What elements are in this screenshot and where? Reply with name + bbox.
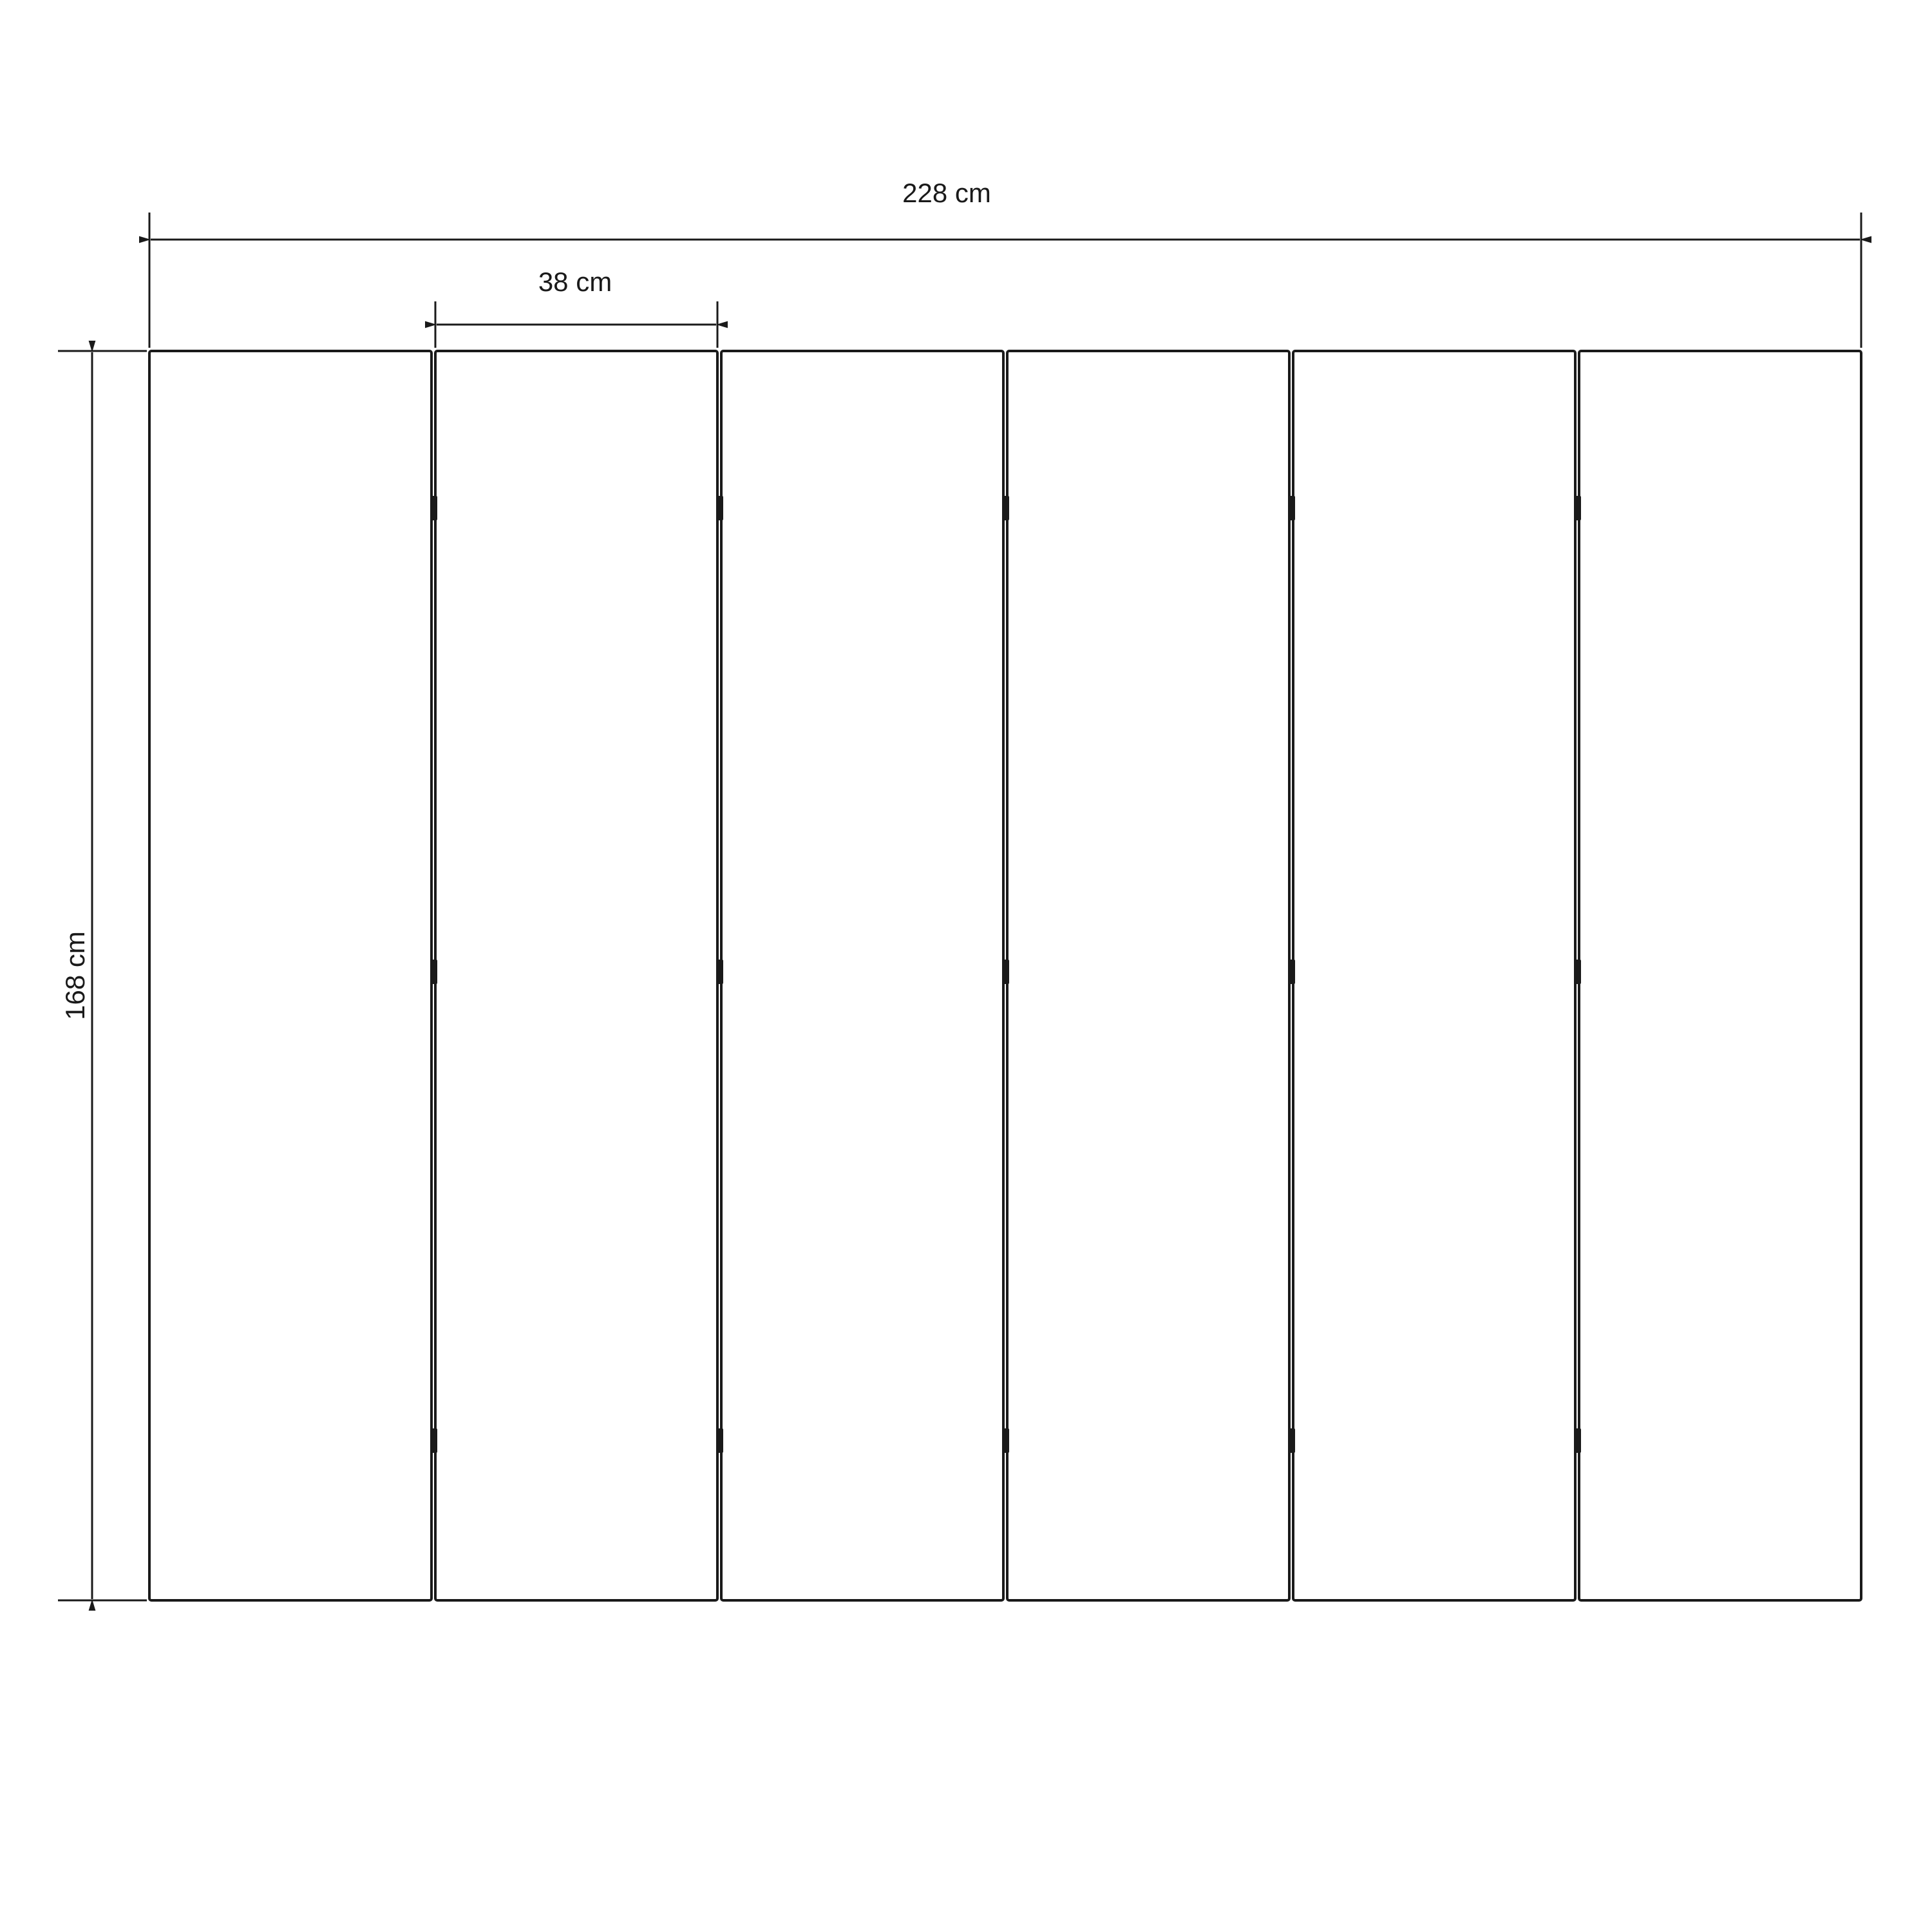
hinge-icon — [1574, 960, 1581, 984]
dimension-panel-width — [435, 301, 717, 348]
panel-width-label: 38 cm — [538, 267, 612, 297]
total-width-label: 228 cm — [902, 178, 991, 208]
hinge-icon — [430, 1428, 437, 1453]
panel-5 — [1293, 351, 1575, 1600]
dimension-total-width — [149, 213, 1861, 348]
hinge-icon — [430, 496, 437, 520]
hinge-icon — [1002, 960, 1009, 984]
panel-1 — [149, 351, 431, 1600]
panel-4 — [1007, 351, 1289, 1600]
hinge-icon — [1288, 1428, 1295, 1453]
panel-6 — [1579, 351, 1861, 1600]
height-label: 168 cm — [60, 931, 90, 1020]
hinge-icon — [1574, 496, 1581, 520]
hinge-icon — [1288, 960, 1295, 984]
hinge-icon — [1002, 1428, 1009, 1453]
panel-2 — [435, 351, 717, 1600]
hinge-icon — [716, 496, 723, 520]
panel-3 — [721, 351, 1003, 1600]
hinge-icon — [716, 960, 723, 984]
hinge-icon — [716, 1428, 723, 1453]
hinge-icon — [430, 960, 437, 984]
hinge-icon — [1574, 1428, 1581, 1453]
hinge-icon — [1002, 496, 1009, 520]
hinge-icon — [1288, 496, 1295, 520]
